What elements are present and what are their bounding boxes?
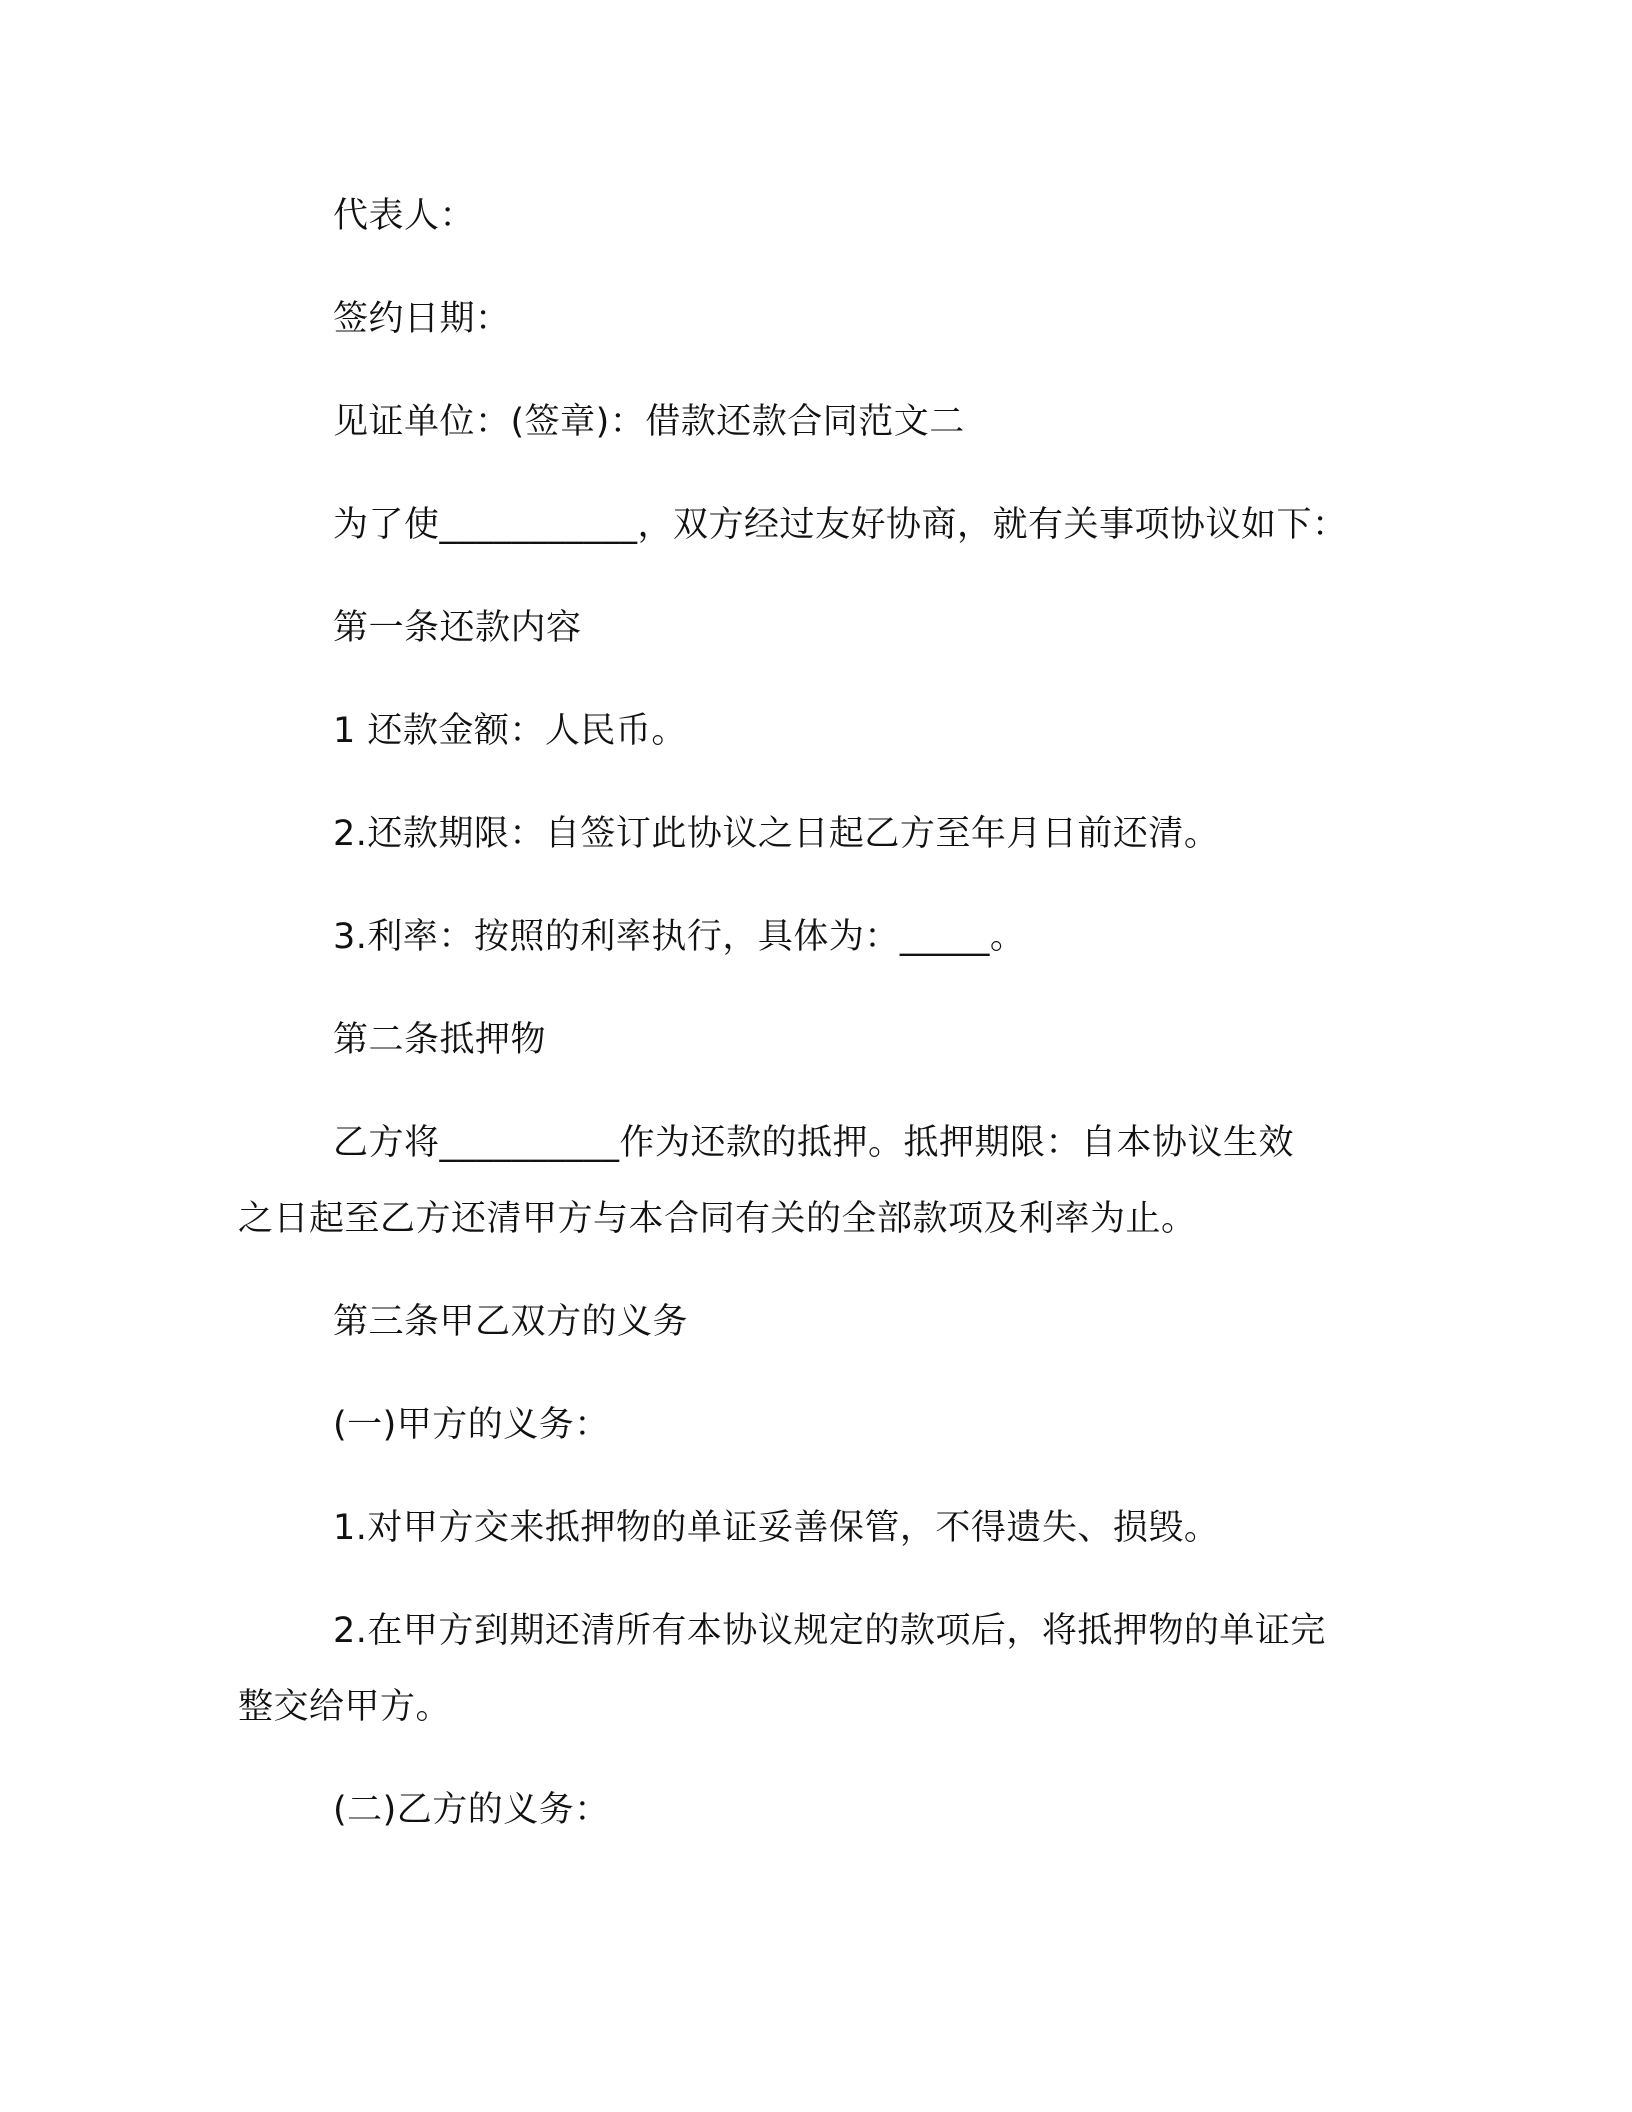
signing-date-line: 签约日期： <box>333 299 511 339</box>
preamble-line: 为了使___________，双方经过友好协商，就有关事项协议如下： <box>333 505 1348 545</box>
representative-line: 代表人： <box>333 196 476 236</box>
repayment-amount-line: 1 还款金额：人民币。 <box>333 711 687 751</box>
repayment-term-line: 2.还款期限：自签订此协议之日起乙方至年月日前还清。 <box>333 814 1220 854</box>
interest-rate-line: 3.利率：按照的利率执行，具体为：_____。 <box>333 917 1026 957</box>
obligation-1-line: 1.对甲方交来抵押物的单证妥善保管，不得遗失、损毁。 <box>333 1508 1220 1548</box>
party-a-obligations-heading: (一)甲方的义务： <box>333 1405 610 1445</box>
obligation-2-line-1: 2.在甲方到期还清所有本协议规定的款项后，将抵押物的单证完 <box>333 1611 1326 1651</box>
obligation-2-line-2: 整交给甲方。 <box>238 1687 452 1727</box>
collateral-paragraph-line-1: 乙方将__________作为还款的抵押。抵押期限：自本协议生效 <box>333 1123 1295 1163</box>
article-2-heading: 第二条抵押物 <box>333 1020 547 1060</box>
party-b-obligations-heading: (二)乙方的义务： <box>333 1790 610 1830</box>
witness-unit-line: 见证单位：(签章)：借款还款合同范文二 <box>333 402 965 442</box>
collateral-paragraph-line-2: 之日起至乙方还清甲方与本合同有关的全部款项及利率为止。 <box>238 1199 1197 1239</box>
article-3-heading: 第三条甲乙双方的义务 <box>333 1302 689 1342</box>
article-1-heading: 第一条还款内容 <box>333 608 582 648</box>
